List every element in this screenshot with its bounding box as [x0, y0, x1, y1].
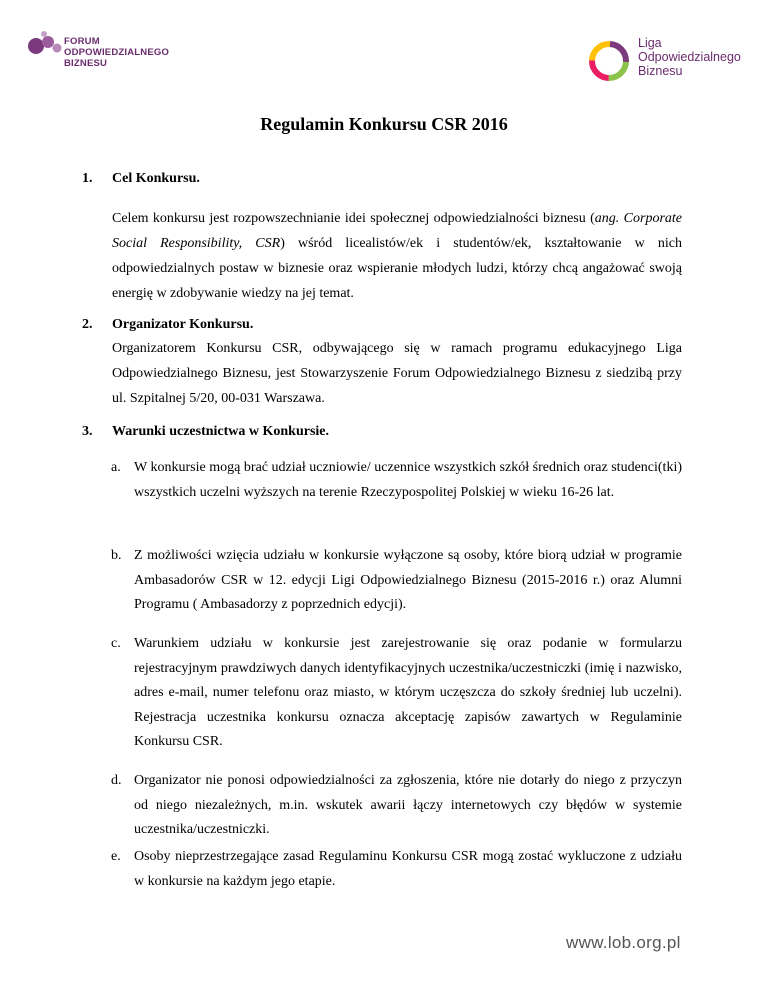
- lob-logo: [586, 30, 756, 90]
- item-letter: c.: [111, 636, 121, 651]
- list-item: [111, 544, 682, 618]
- lob-line1: Liga: [638, 36, 662, 50]
- section-3-heading: [82, 423, 329, 441]
- list-item: [111, 769, 682, 843]
- item-letter: a.: [111, 460, 121, 475]
- fob-dots-icon: [24, 30, 64, 60]
- fob-line2: ODPOWIEDZIALNEGO: [64, 47, 170, 58]
- list-item: [111, 845, 682, 894]
- list-item: [111, 456, 682, 505]
- section-title: Warunki uczestnictwa w Konkursie.: [112, 424, 330, 439]
- section-title: Cel Konkursu.: [112, 171, 200, 186]
- fob-logo: [24, 30, 194, 82]
- section-2-heading: [82, 316, 253, 334]
- document-title: Regulamin Konkursu CSR 2016: [260, 114, 508, 134]
- item-text: W konkursie mogą brać udział uczniowie/ uczennice wszystkich szkół średnich oraz studenci(tki) wszystkich uczelni wyższych na terenie Rzeczypospolitej Polskiej w wieku 16-26 lat.: [134, 460, 682, 500]
- item-text: Organizator nie ponosi odpowiedzialności za zgłoszenia, które nie dotarły do niego z przyczyn od niego niezależnych, m.in. wskutek awarii łączy internetowych czy błędów w systemie uczestnika/uczestniczki.: [134, 773, 682, 837]
- lob-line2: Odpowiedzialnego: [638, 50, 741, 64]
- section-number: 1.: [82, 171, 93, 186]
- section-2-paragraph: Organizatorem Konkursu CSR, odbywającego się w ramach programu edukacyjnego Liga Odpowiedzialnego Biznesu, jest Stowarzyszenie Forum Odpowiedzialnego Biznesu z siedzibą przy ul. Szpitalnej 5/20, 00-031 Warszawa.: [112, 341, 682, 406]
- item-letter: d.: [111, 773, 122, 788]
- lob-ring-icon: [586, 38, 632, 84]
- section-1-paragraph: Celem konkursu jest rozpowszechnianie idei społecznej odpowiedzialności biznesu (ang. Corporate Social Responsibility, CSR) wśród licealistów/ek i studentów/ek, kształtowanie w nich odpowiedzialnych postaw w biznesie oraz wspieranie młodych ludzi, którzy chcą angażować swoją energię w zdobywanie wiedzy na jej temat.: [112, 211, 683, 301]
- item-text: Z możliwości wzięcia udziału w konkursie wyłączone są osoby, które biorą udział w programie Ambasadorów CSR w 12. edycji Ligi Odpowiedzialnego Biznesu (2015-2016 r.) oraz Alumni Programu ( Ambasadorzy z poprzednich edycji).: [134, 548, 682, 612]
- section-title: Organizator Konkursu.: [112, 317, 254, 332]
- lob-line3: Biznesu: [638, 64, 683, 78]
- section-number: 3.: [82, 424, 93, 439]
- item-text: Warunkiem udziału w konkursie jest zarejestrowanie się oraz podanie w formularzu rejestracyjnym prawdziwych danych identyfikacyjnych uczestnika/uczestniczki (imię i nazwisko, adres e-mail, numer telefonu oraz miasto, w którym uczęszcza do szkoły średniej lub uczelni). Rejestracja uczestnika konkursu oznacza akceptację zapisów zawartych w Regulaminie Konkursu CSR.: [134, 636, 682, 749]
- list-item: [111, 632, 682, 755]
- section-1-heading: [82, 170, 200, 188]
- footer-url: www.lob.org.pl: [566, 933, 681, 952]
- item-letter: e.: [111, 849, 121, 864]
- item-letter: b.: [111, 548, 122, 563]
- fob-line3: BIZNESU: [64, 58, 108, 69]
- section-number: 2.: [82, 317, 93, 332]
- item-text: Osoby nieprzestrzegające zasad Regulaminu Konkursu CSR mogą zostać wykluczone z udziału w konkursie na każdym jego etapie.: [134, 849, 682, 889]
- italic-term: ang. Corporate Social Responsibility, CSR: [112, 211, 683, 251]
- fob-line1: FORUM: [64, 36, 100, 47]
